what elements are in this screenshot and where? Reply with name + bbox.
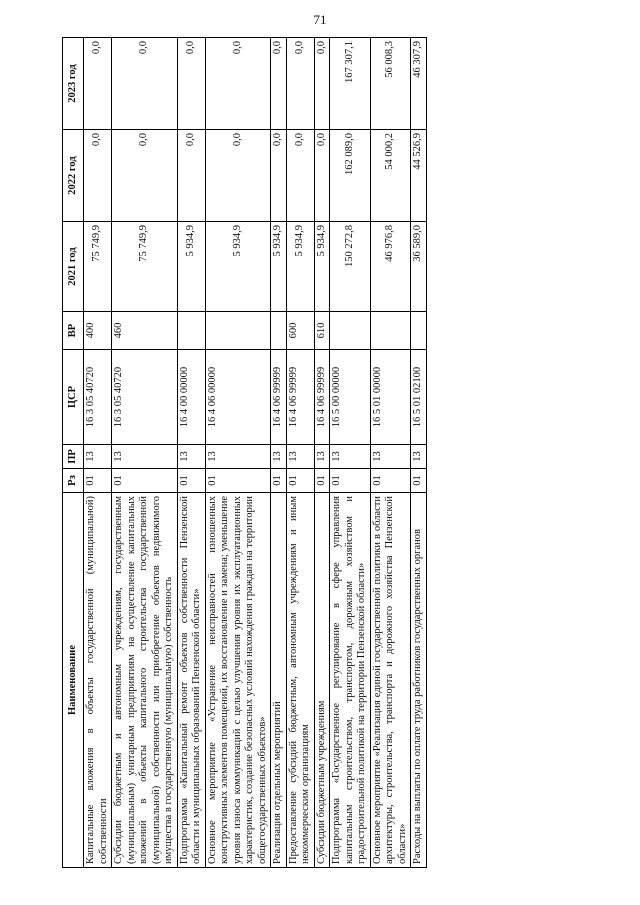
cell-vr: 460 [112,312,178,350]
cell-rz: 01 [84,469,112,493]
cell-2022: 162 089,0 [330,130,371,222]
cell-name: Предоставление субсидий бюджетным, автономным учреждениям и иным некоммерческим организациям [286,493,314,868]
header-name: Наименование [63,493,84,868]
cell-rz: 01 [370,469,411,493]
cell-2022: 44 526,9 [411,130,427,222]
cell-name: Основное мероприятие «Реализация единой государственной политики в области архитектуры, строительства, транспорта и дорожного хозяйства Пензенской области» [370,493,411,868]
table-row [205,38,271,868]
cell-rz: 01 [411,469,427,493]
cell-2022: 0,0 [314,130,330,222]
table-row [330,38,371,868]
cell-2023: 0,0 [205,38,271,130]
cell-pr: 13 [286,445,314,469]
cell-name: Субсидии бюджетным и автономным учреждениям, государственным (муниципальным) унитарным предприятиям на осуществление капитальных вложений в объекты капитального строительства государственной (муниципальной) собственности или приобретение объектов недвижимого имущества в государственную (муниципальную) собственность [112,493,178,868]
cell-name: Подпрограмма «Капитальный ремонт объектов собственности Пензенской области и муниципальных образований Пензенской области» [177,493,205,868]
cell-2023: 0,0 [177,38,205,130]
cell-vr: 610 [314,312,330,350]
cell-pr: 13 [205,445,271,469]
cell-name: Субсидии бюджетным учреждениям [314,493,330,868]
table-row [177,38,205,868]
table-body [84,38,427,868]
cell-pr: 13 [271,445,287,469]
cell-pr: 13 [84,445,112,469]
cell-csr: 16 4 06 99999 [286,350,314,445]
cell-name: Основное мероприятие «Устранение неисправностей изношенных конструктивных элементов помещений, их восстановление и замена; уменьшение уровня износа коммуникаций с целью улучшения уровня их эксплуатационных характеристик, создание безопасных условий нахождения граждан на территории общегосударственных объектов» [205,493,271,868]
cell-pr: 13 [330,445,371,469]
cell-rz: 01 [112,469,178,493]
cell-vr: 600 [286,312,314,350]
table-row [314,38,330,868]
cell-vr [205,312,271,350]
table-row [271,38,287,868]
header-2022: 2022 год [63,130,84,222]
cell-name: Капитальные вложения в объекты государственной (муниципальной) собственности [84,493,112,868]
cell-2022: 0,0 [271,130,287,222]
cell-2023: 0,0 [286,38,314,130]
header-rz: Рз [63,469,84,493]
table-row [370,38,411,868]
cell-csr: 16 5 01 02100 [411,350,427,445]
cell-2021: 5 934,9 [271,222,287,312]
cell-csr: 16 4 06 99999 [271,350,287,445]
cell-csr: 16 3 05 40720 [84,350,112,445]
cell-csr: 16 4 00 00000 [177,350,205,445]
table-row [286,38,314,868]
cell-2021: 75 749,9 [84,222,112,312]
header-vr: ВР [63,312,84,350]
cell-csr: 16 5 01 00000 [370,350,411,445]
cell-2021: 5 934,9 [314,222,330,312]
cell-2021: 36 589,0 [411,222,427,312]
cell-2023: 46 307,9 [411,38,427,130]
cell-rz: 01 [271,469,287,493]
cell-2023: 0,0 [84,38,112,130]
cell-csr: 16 5 00 00000 [330,350,371,445]
cell-vr [177,312,205,350]
cell-2022: 0,0 [112,130,178,222]
cell-2021: 46 976,8 [370,222,411,312]
cell-csr: 16 3 05 40720 [112,350,178,445]
header-2023: 2023 год [63,38,84,130]
cell-pr: 13 [411,445,427,469]
cell-csr: 16 4 06 99999 [314,350,330,445]
cell-2022: 0,0 [177,130,205,222]
cell-pr: 13 [112,445,178,469]
cell-vr [271,312,287,350]
cell-vr: 400 [84,312,112,350]
cell-2021: 5 934,9 [205,222,271,312]
table-row [84,38,112,868]
cell-csr: 16 4 06 00000 [205,350,271,445]
cell-2022: 0,0 [205,130,271,222]
table-header-row [63,38,84,868]
header-pr: ПР [63,445,84,469]
cell-2021: 5 934,9 [177,222,205,312]
cell-2023: 167 307,1 [330,38,371,130]
cell-2022: 0,0 [84,130,112,222]
cell-2021: 150 272,8 [330,222,371,312]
page-number: 71 [313,12,327,27]
cell-2023: 0,0 [112,38,178,130]
cell-2022: 0,0 [286,130,314,222]
cell-2021: 5 934,9 [286,222,314,312]
cell-pr: 13 [177,445,205,469]
cell-2023: 0,0 [314,38,330,130]
cell-pr: 13 [314,445,330,469]
cell-2023: 0,0 [271,38,287,130]
cell-rz: 01 [286,469,314,493]
table-row [112,38,178,868]
cell-rz: 01 [177,469,205,493]
cell-rz: 01 [314,469,330,493]
cell-rz: 01 [205,469,271,493]
cell-vr [370,312,411,350]
cell-vr [330,312,371,350]
cell-2021: 75 749,9 [112,222,178,312]
header-csr: ЦСР [63,350,84,445]
cell-vr [411,312,427,350]
table-row [411,38,427,868]
cell-name: Реализация отдельных мероприятий [271,493,287,868]
cell-2023: 56 008,3 [370,38,411,130]
cell-pr: 13 [370,445,411,469]
cell-2022: 54 000,2 [370,130,411,222]
rotated-table-container [62,38,582,868]
cell-rz: 01 [330,469,371,493]
budget-table [62,37,427,868]
header-2021: 2021 год [63,222,84,312]
cell-name: Подпрограмма «Государственное регулирование в сфере управления капитальным строительством, транспортом, дорожным хозяйством и градостроительной политикой на территории Пензенской области» [330,493,371,868]
cell-name: Расходы на выплаты по оплате труда работников государственных органов [411,493,427,868]
